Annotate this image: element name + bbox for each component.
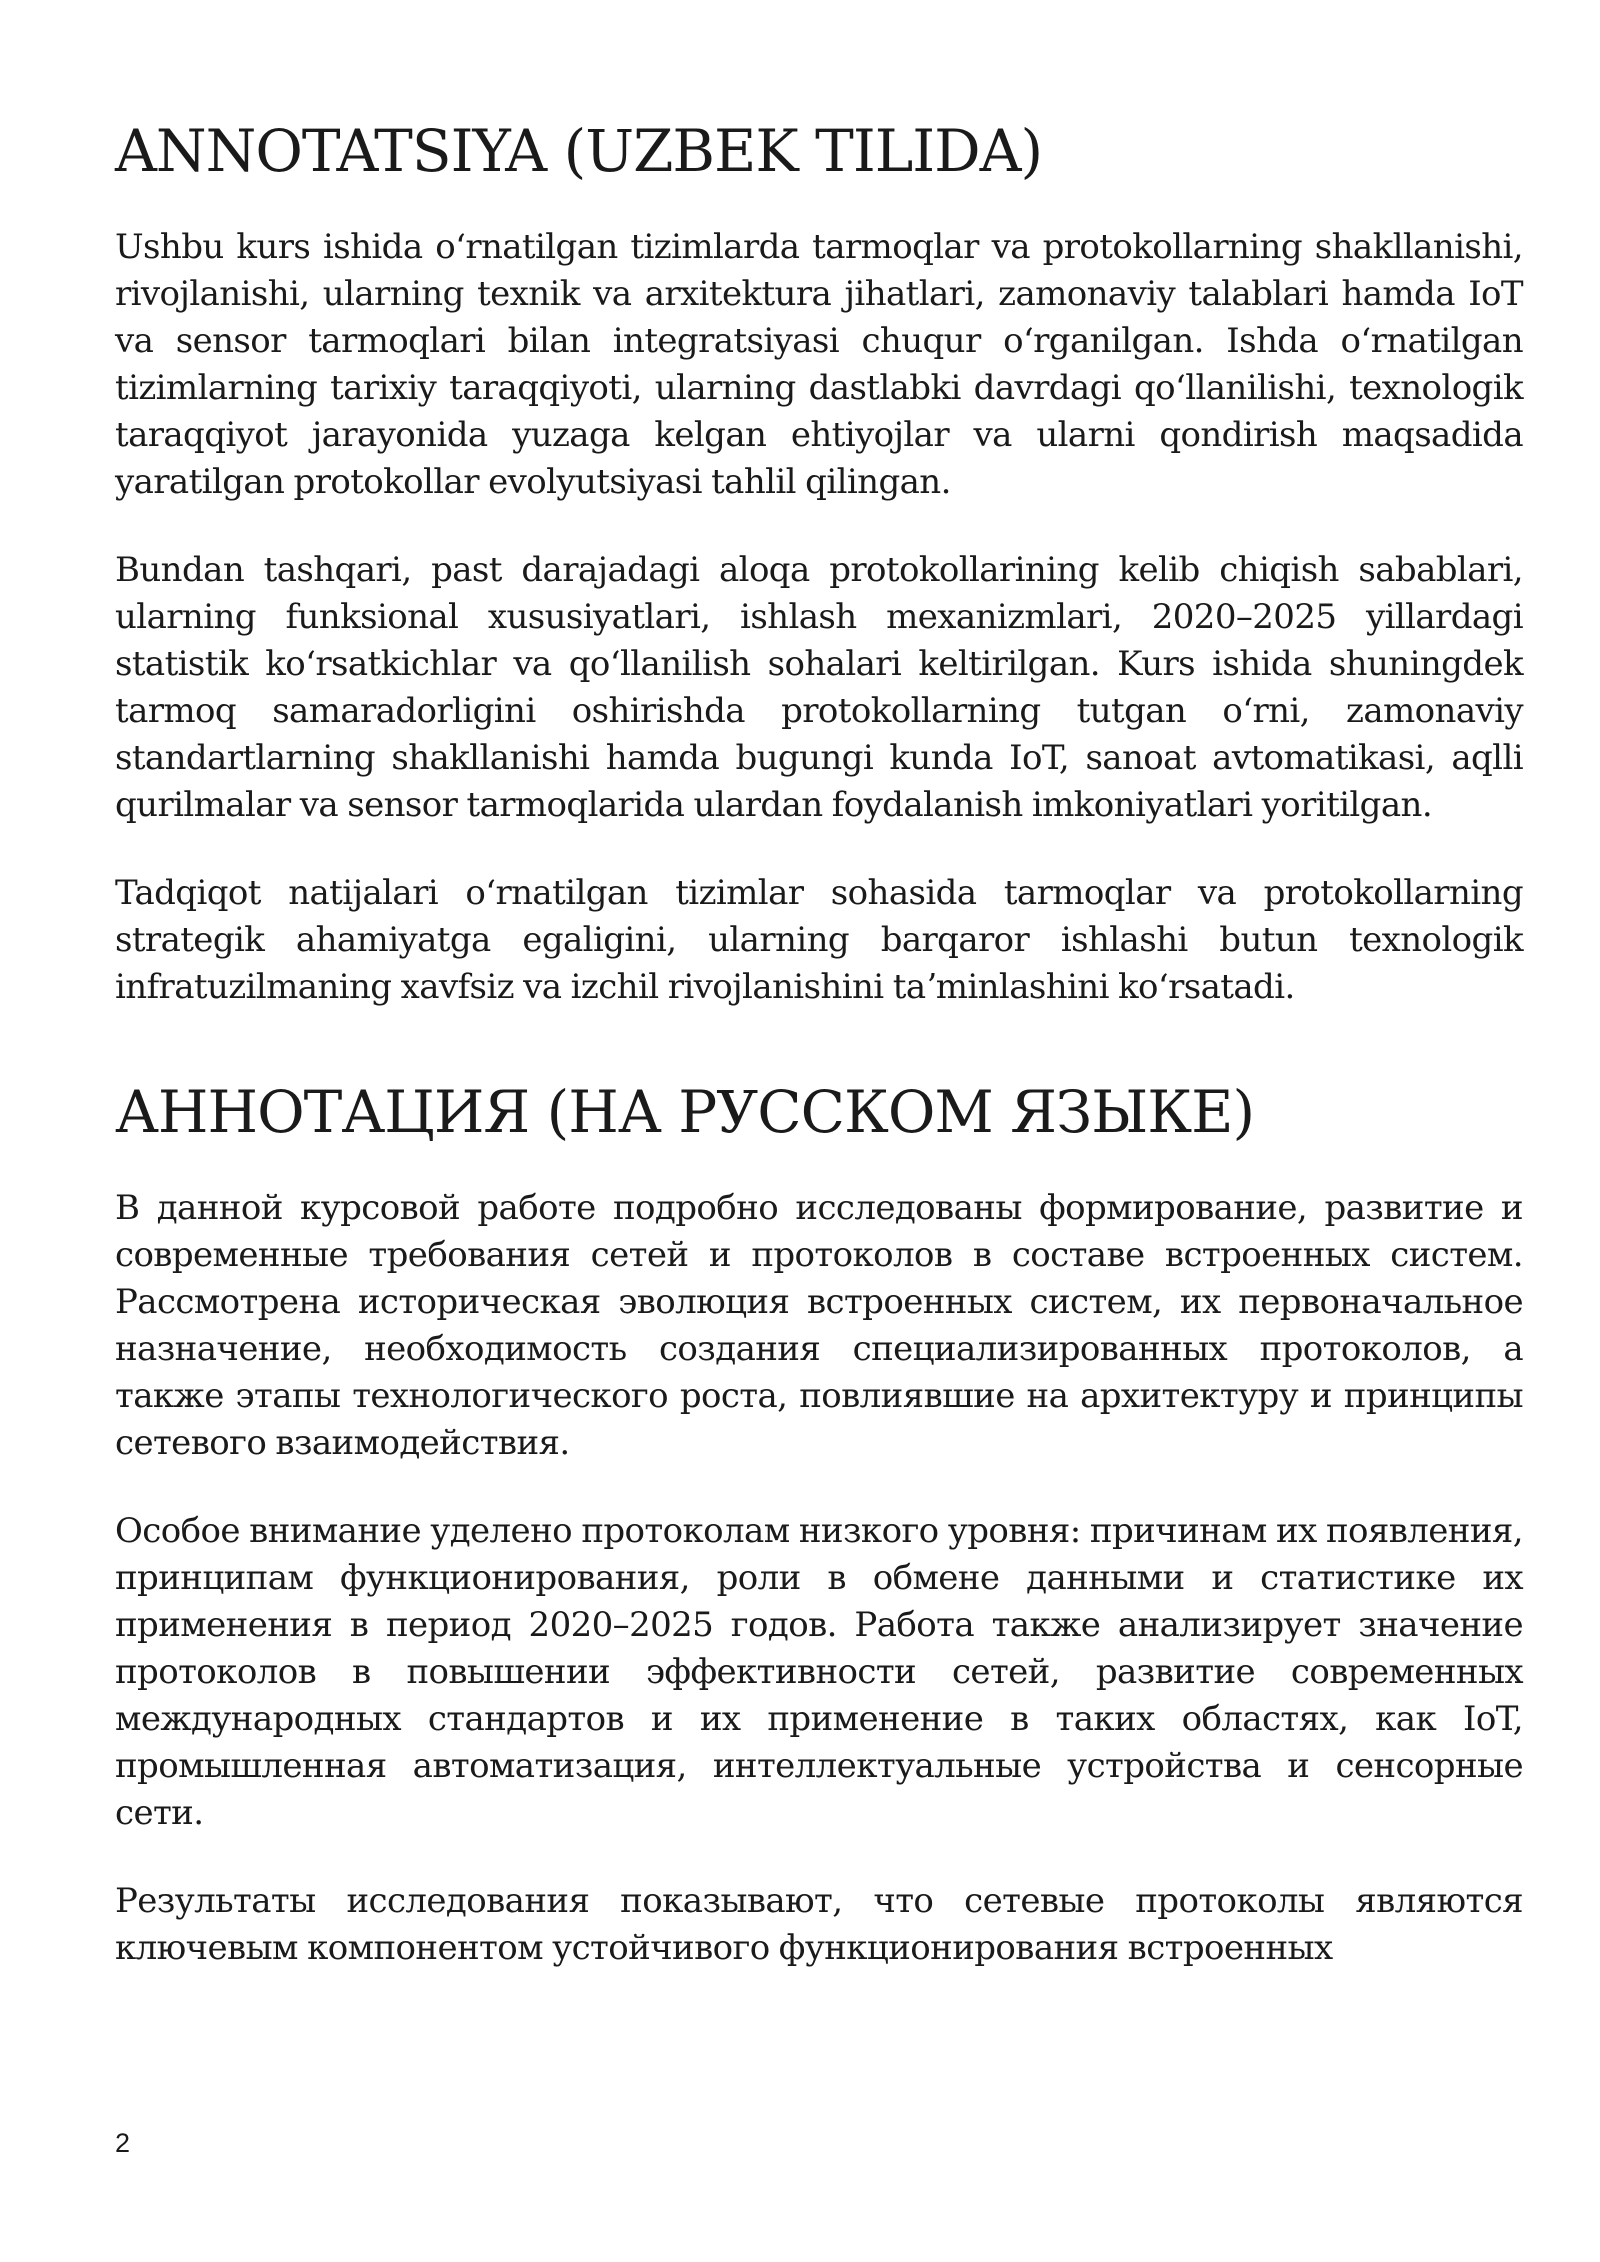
paragraph-russian-3: Результаты исследования показывают, что сетевые протоколы являются ключевым компонентом устойчивого функционирования встроенных <box>115 1881 1523 1968</box>
page-number: 2 <box>115 2128 131 2158</box>
paragraph-uzbek-3: Tadqiqot natijalari oʻrnatilgan tizimlar sohasida tarmoqlar va protokollarning strategik ahamiyatga egaligini, ularning barqaror ishlashi butun texnologik infratuzilmaning xavfsiz va izchil rivojlanishini taʼminlashini koʻrsatadi. <box>115 873 1523 1007</box>
section-heading-uzbek: ANNOTATSIYA (UZBEK TILIDA) <box>115 117 1043 185</box>
paragraph-uzbek-1: Ushbu kurs ishida oʻrnatilgan tizimlarda tarmoqlar va protokollarning shakllanishi, rivojlanishi, ularning texnik va arxitektura jihatlari, zamonaviy talablari hamda IoT va sensor tarmoqlari bilan integratsiyasi chuqur oʻrganilgan. Ishda oʻrnatilgan tizimlarning tarixiy taraqqiyoti, ularning dastlabki davrdagi qoʻllanilishi, texnologik taraqqiyot jarayonida yuzaga kelgan ehtiyojlar va ularni qondirish maqsadida yaratilgan protokollar evolyutsiyasi tahlil qilingan. <box>115 227 1523 502</box>
document-page <box>115 108 1523 1972</box>
paragraph-russian-2: Особое внимание уделено протоколам низкого уровня: причинам их появления, принципам функционирования, роли в обмене данными и статистике их применения в период 2020–2025 годов. Работа также анализирует значение протоколов в повышении эффективности сетей, развитие современных международных стандартов и их применение в таких областях, как IoT, промышленная автоматизация, интеллектуальные устройства и сенсорные сети. <box>115 1511 1523 1833</box>
section-heading-russian: АННОТАЦИЯ (НА РУССКОМ ЯЗЫКЕ) <box>115 1078 1255 1146</box>
paragraph-uzbek-2: Bundan tashqari, past darajadagi aloqa protokollarining kelib chiqish sabablari, ularning funksional xususiyatlari, ishlash mexanizmlari, 2020–2025 yillardagi statistik koʻrsatkichlar va qoʻllanilish sohalari keltirilgan. Kurs ishida shuningdek tarmoq samaradorligini oshirishda protokollarning tutgan oʻrni, zamonaviy standartlarning shakllanishi hamda bugungi kunda IoT, sanoat avtomatikasi, aqlli qurilmalar va sensor tarmoqlarida ulardan foydalanish imkoniyatlari yoritilgan. <box>115 550 1523 825</box>
paragraph-russian-1: В данной курсовой работе подробно исследованы формирование, развитие и современные требования сетей и протоколов в составе встроенных систем. Рассмотрена историческая эволюция встроенных систем, их первоначальное назначение, необходимость создания специализированных протоколов, а также этапы технологического роста, повлиявшие на архитектуру и принципы сетевого взаимодействия. <box>115 1188 1523 1463</box>
